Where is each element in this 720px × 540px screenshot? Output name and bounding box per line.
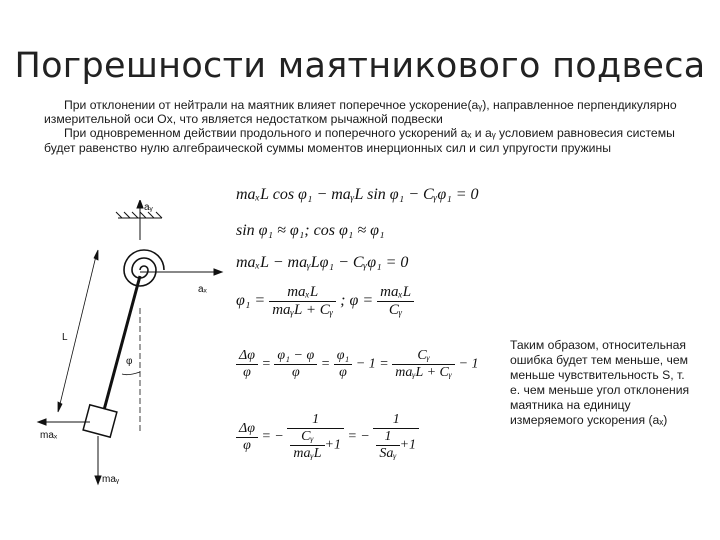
formula-approximation: sin φ₁ ≈ φ₁; cos φ₁ ≈ φ₁ bbox=[236, 222, 385, 239]
pendulum-mass bbox=[83, 405, 117, 437]
formula-equilibrium: maₓL cos φ₁ − maᵧL sin φ₁ − Cᵧφ₁ = 0 bbox=[236, 186, 479, 203]
formulas-block bbox=[236, 186, 506, 506]
ax-label: aₓ bbox=[198, 284, 207, 295]
length-label: L bbox=[62, 332, 68, 343]
spiral-spring bbox=[124, 250, 164, 286]
angle-arc bbox=[122, 372, 140, 375]
may-label: maᵧ bbox=[102, 474, 120, 485]
ax-axis-arrow bbox=[140, 269, 222, 275]
intro-paragraph-1: При отклонении от нейтрали на маятник влияет поперечное ускорение(aᵧ), направленное перпендикулярно измерительной оси Ox, что является недостатком рычажной подвески bbox=[44, 98, 677, 127]
ay-axis-arrow bbox=[137, 200, 143, 240]
intro-paragraph-2: При одновременном действии продольного и поперечного ускорений aₓ и aᵧ условием равновесия системы будет равенство нулю алгебраической суммы моментов инерционных сил и сил упругости пружины bbox=[44, 126, 675, 155]
may-force-arrow bbox=[95, 436, 101, 484]
pendulum-arm bbox=[104, 276, 140, 410]
slide-title: Погрешности маятникового подвеса bbox=[14, 46, 706, 86]
intro-text bbox=[44, 98, 684, 155]
formula-sensitivity: $\frac{\Delta\varphi}{\varphi}$ = − 1 $\frac{\text{Cᵧ}}{\text{maᵧL}}$ +1 = − 1 $\frac{1}{\text{Saᵧ}}$ +1 bbox=[236, 412, 419, 462]
formula-angles: φ₁ = $\frac{\text{maₓL}}{\text{maᵧL + Cᵧ}}$ ; φ = $\frac{\text{maₓL}}{\text{Cᵧ}}$ bbox=[236, 284, 414, 319]
formula-linearized: maₓL − maᵧLφ₁ − Cᵧφ₁ = 0 bbox=[236, 254, 409, 271]
phi-label: φ bbox=[126, 356, 133, 367]
max-force-arrow bbox=[38, 419, 90, 425]
max-label: maₓ bbox=[40, 430, 58, 441]
ay-label: aᵧ bbox=[144, 202, 153, 213]
length-dimension bbox=[58, 250, 98, 412]
conclusion-text: Таким образом, относительная ошибка будет тем меньше, чем меньше чувствительность S, т. е. чем меньше угол отклонения маятника на единицу измеряемого ускорения (aₓ) bbox=[510, 338, 690, 427]
pendulum-diagram bbox=[36, 200, 236, 490]
formula-relative-error: $\frac{\Delta\varphi}{\varphi}$ = $\frac{\text{φ₁ − φ}}{\varphi}$ = $\frac{\text{φ₁}}{\varphi}$ − 1 = $\frac{\text{Cᵧ}}{\text{maᵧL + Cᵧ}}$ − 1 bbox=[236, 348, 479, 381]
ceiling-support bbox=[116, 212, 162, 240]
